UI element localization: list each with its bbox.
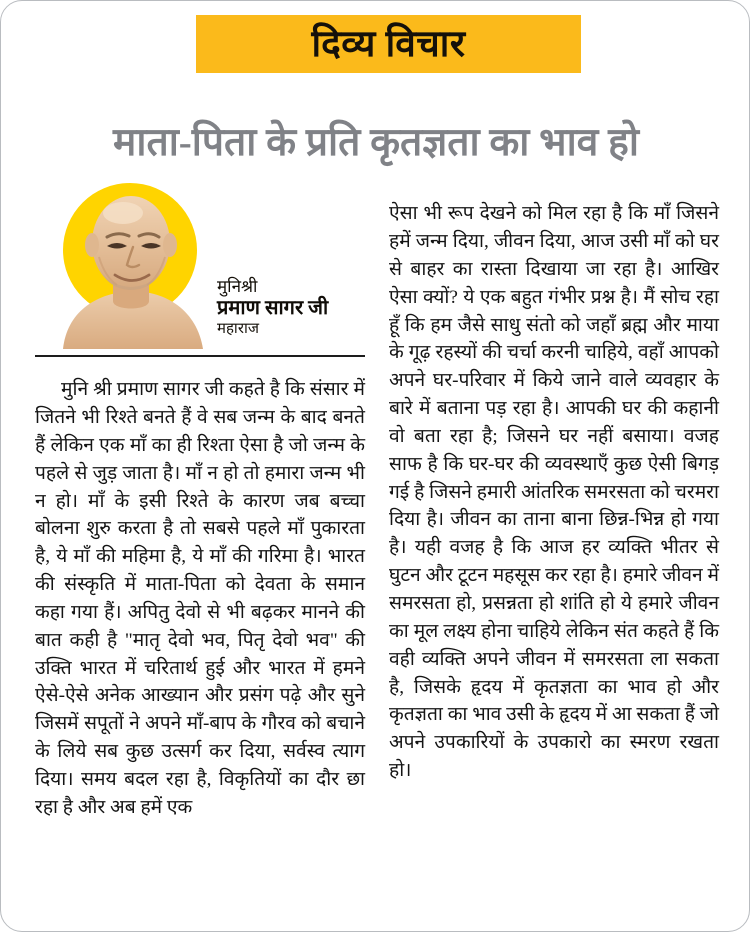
monk-portrait-icon — [57, 181, 209, 349]
byline — [217, 277, 367, 338]
article-columns — [35, 181, 719, 901]
page-title: माता-पिता के प्रति कृतज्ञता का भाव हो — [113, 121, 639, 165]
masthead-banner — [196, 15, 581, 73]
author-block — [35, 181, 365, 351]
article-body-right: ऐसा भी रूप देखने को मिल रहा है कि माँ जिसने हमें जन्म दिया, जीवन दिया, आज उसी माँ को घर से बाहर का रास्ता दिखाया जा रहा है। आखिर ऐसा क्यों? ये एक बहुत गंभीर प्रश्न है। मैं सोच रहा हूँ कि हम जैसे साधु संतो को जहाँ ब्रह्म और माया के गूढ़ रहस्यों की चर्चा करनी चाहिये, वहाँ आपको अपने घर-परिवार में किये जाने वाले व्यवहार के बारे में बताना पड़ रहा है। आपकी घर की कहानी वो बता रहा है; जिसने घर नहीं बसाया। वजह साफ है कि घर-घर की व्यवस्थाएँ कुछ ऐसी बिगड़ गई है जिसने हमारी आंतरिक समरसता को चरमरा दिया है। जीवन का ताना बाना छिन्न-भिन्न हो गया है। यही वजह है कि आज हर व्यक्ति भीतर से घुटन और टूटन महसूस कर रहा है। हमारे जीवन में समरसता हो, प्रसन्नता हो शांति हो ये हमारे जीवन का मूल लक्ष्य होना चाहिये लेकिन संत कहते हैं कि वही व्यक्ति अपने जीवन में समरसता ला सकता है, जिसके हृदय में कृतज्ञता का भाव हो और कृतज्ञता का भाव उसी के हृदय में आ सकता हैं जो अपने उपकारियों के उपकारो का स्मरण रखता हो। — [389, 203, 719, 782]
right-column — [389, 181, 719, 901]
article-body-left: मुनि श्री प्रमाण सागर जी कहते है कि संसार में जितने भी रिश्ते बनते हैं वे सब जन्म के बाद बनते हैं लेकिन एक माँ का ही रिश्ता ऐसा है जो जन्म के पहले से जुड़ जाता है। माँ न हो तो हमारा जन्म भी न हो। माँ के इसी रिश्ते के कारण जब बच्चा बोलना शुरु करता है तो सबसे पहले माँ पुकारता है, ये माँ की महिमा है, ये माँ की गरिमा है। भारत की संस्कृति में माता-पिता को देवता के समान कहा गया हैं। अपितु देवो से भी बढ़कर मानने की बात कही है "मातृ देवो भव, पितृ देवो भव" की उक्ति भारत में चरितार्थ हुई और भारत में हमने ऐसे-ऐसे अनेक आख्यान और प्रसंग पढ़े और सुने जिसमें सपूतों ने अपने माँ-बाप के गौरव को बचाने के लिये सब कुछ उत्सर्ग कर दिया, सर्वस्व त्याग दिया। समय बदल रहा है, विकृतियों का दौर छा रहा है और अब हमें एक — [35, 379, 365, 818]
byline-suffix: महाराज — [217, 320, 259, 337]
byline-divider — [35, 355, 365, 357]
left-column — [35, 181, 365, 901]
author-portrait — [57, 181, 209, 349]
byline-name: प्रमाण सागर जी — [217, 297, 329, 320]
masthead-title: दिव्य विचार — [311, 23, 466, 65]
byline-honorific: मुनिश्री — [217, 277, 258, 296]
